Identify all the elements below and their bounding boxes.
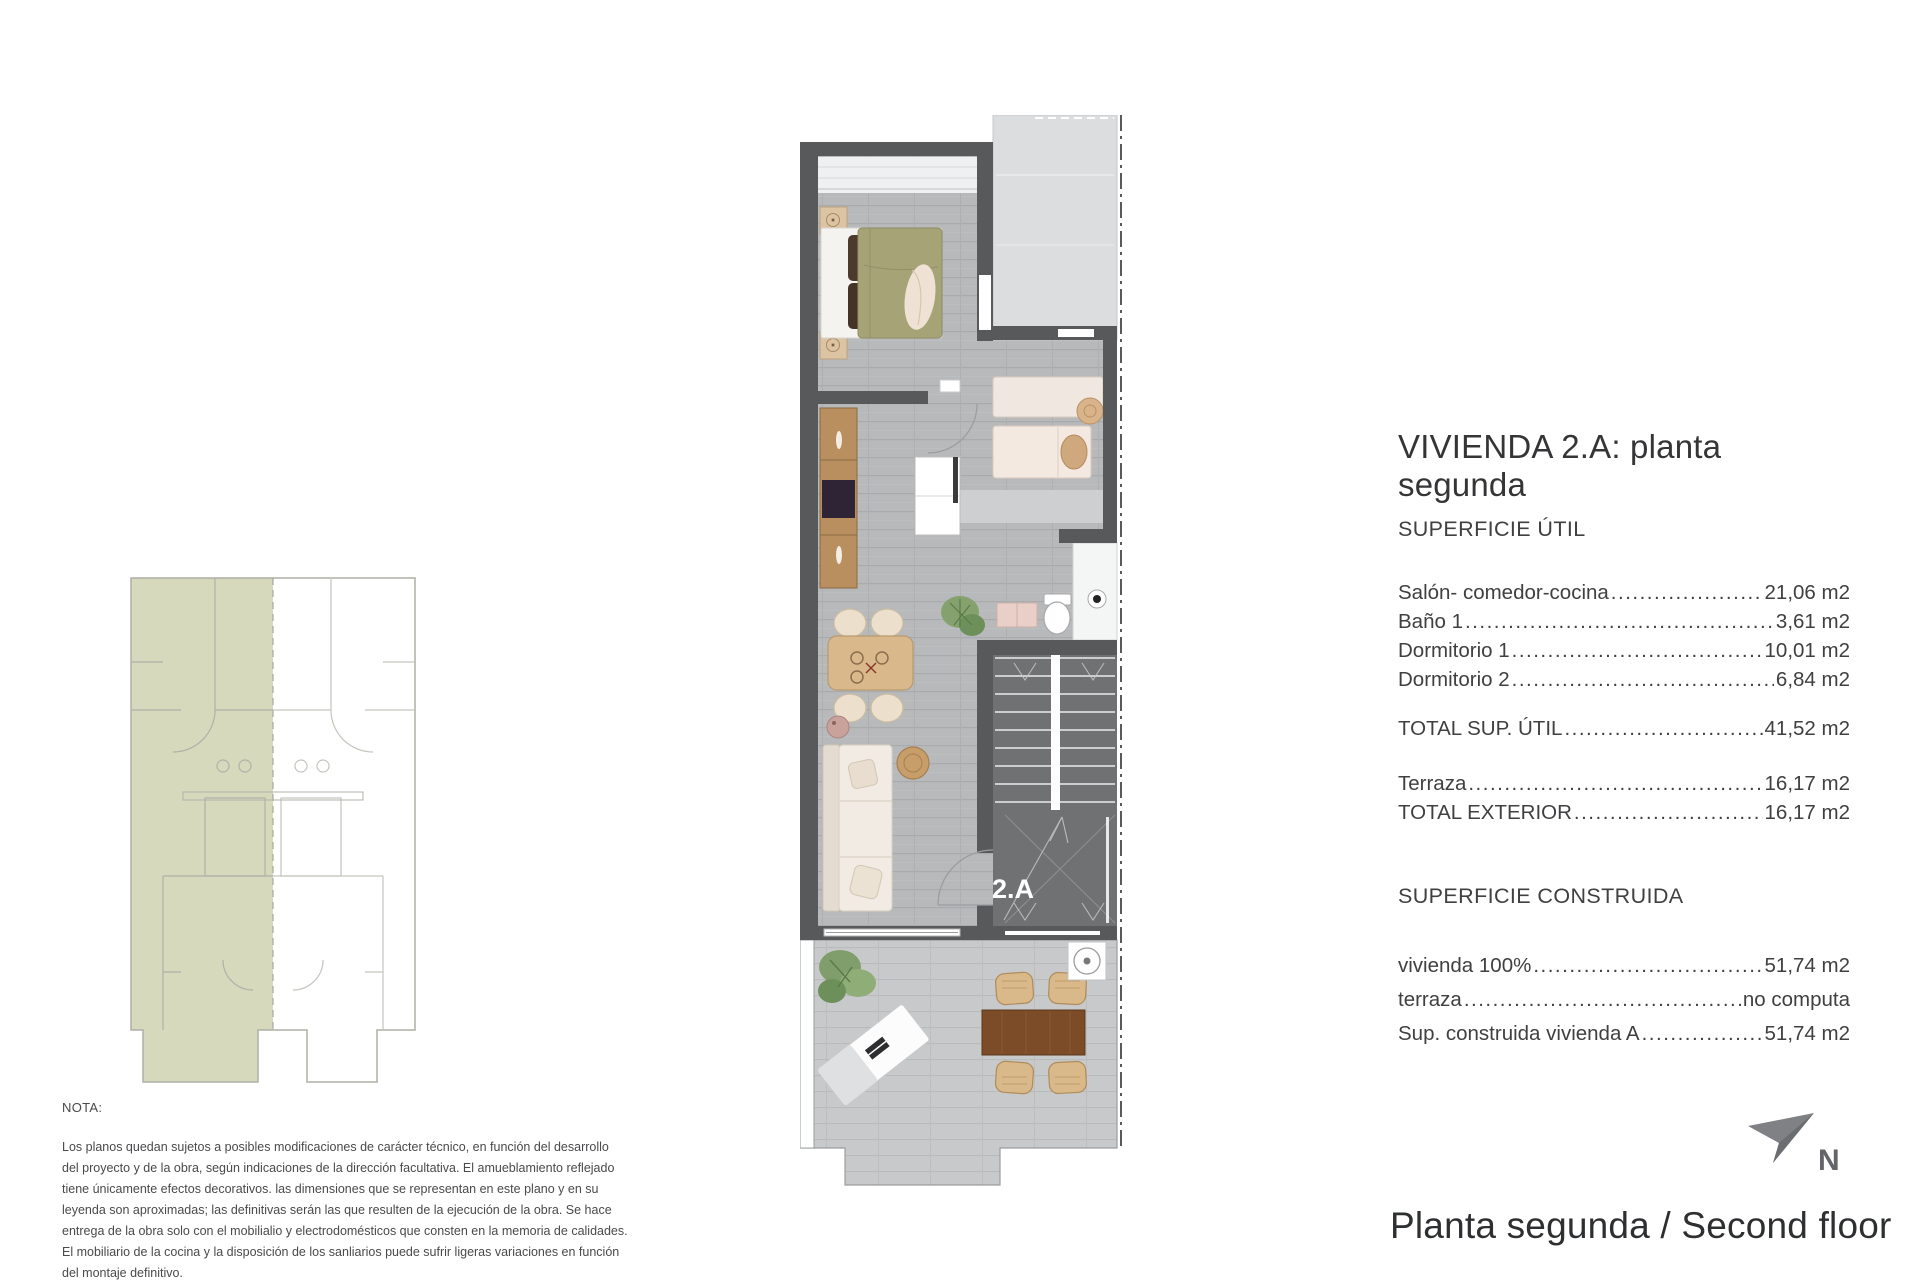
main-floor-plan xyxy=(800,115,1140,1195)
wardrobe xyxy=(820,408,857,588)
area-row xyxy=(1398,983,1850,1017)
area-row-label: terraza xyxy=(1398,988,1462,1011)
dining-table xyxy=(828,636,913,690)
area-row xyxy=(1398,949,1850,983)
area-row-label: vivienda 100% xyxy=(1398,954,1532,977)
single-bed-2 xyxy=(993,426,1091,478)
area-row-value: 51,74 m2 xyxy=(1764,954,1850,977)
dotted-leader xyxy=(1642,1017,1763,1051)
nota-block xyxy=(62,1100,642,1280)
dotted-leader xyxy=(1564,714,1762,743)
area-row-label: TOTAL SUP. ÚTIL xyxy=(1398,717,1563,740)
rug xyxy=(958,490,1117,523)
overview-plan xyxy=(123,570,423,1095)
dotted-leader xyxy=(1512,636,1763,665)
area-row-value: 3,61 m2 xyxy=(1775,610,1850,633)
constructed-rows xyxy=(1398,949,1850,1051)
area-row-value: 21,06 m2 xyxy=(1764,581,1850,604)
area-row xyxy=(1398,665,1850,694)
stairwell xyxy=(992,640,1117,940)
page-title: VIVIENDA 2.A: planta segunda xyxy=(1398,428,1722,503)
dotted-leader xyxy=(1468,769,1762,798)
area-row xyxy=(1398,607,1850,636)
area-row-value: 16,17 m2 xyxy=(1764,772,1850,795)
area-row-value: 41,52 m2 xyxy=(1764,717,1850,740)
useful-area-heading: SUPERFICIE ÚTIL xyxy=(1398,517,1586,541)
common-area xyxy=(993,115,1117,340)
sofa xyxy=(823,745,892,911)
dotted-leader xyxy=(1512,665,1774,694)
area-row-label: Baño 1 xyxy=(1398,610,1463,633)
area-row-value: 16,17 m2 xyxy=(1764,801,1850,824)
area-row xyxy=(1398,769,1850,798)
total-util-row xyxy=(1398,714,1850,743)
area-row-label: Dormitorio 2 xyxy=(1398,668,1510,691)
single-bed-1 xyxy=(993,377,1103,424)
constructed-area-heading: SUPERFICIE CONSTRUIDA xyxy=(1398,884,1684,908)
nota-line: del montaje definitivo. xyxy=(62,1266,183,1280)
area-row xyxy=(1398,636,1850,665)
area-row xyxy=(1398,578,1850,607)
toilet xyxy=(1044,594,1071,634)
terrace-parapet xyxy=(800,940,814,1148)
sliding-door-jamb xyxy=(953,457,958,503)
north-arrow-icon xyxy=(1740,1105,1860,1195)
area-row-label: Sup. construida vivienda A xyxy=(1398,1022,1640,1045)
nota-line: entrega de la obra solo con el mobilialio y electrodomésticos que consten en la memoria de calidades. xyxy=(62,1224,628,1238)
nota-heading: NOTA: xyxy=(62,1100,103,1115)
area-row xyxy=(1398,798,1850,827)
dotted-leader xyxy=(1611,578,1763,607)
dotted-leader xyxy=(1574,798,1763,827)
side-table xyxy=(827,716,849,738)
dotted-leader xyxy=(1465,607,1774,636)
unit-label: 2.A xyxy=(992,874,1035,904)
area-row-value: no computa xyxy=(1742,988,1850,1011)
coffee-table xyxy=(897,747,929,779)
dotted-leader xyxy=(1533,949,1762,983)
north-label: N xyxy=(1818,1144,1840,1177)
exterior-rows xyxy=(1398,769,1850,827)
area-row-value: 6,84 m2 xyxy=(1775,668,1850,691)
nota-line: El mobiliario de la cocina y la disposición de los sanliarios puede sufrir ligeras variaciones en función xyxy=(62,1245,620,1259)
nota-line: del proyecto y de la obra, según indicaciones de la dirección facultativa. El amueblamiento reflejado xyxy=(62,1161,615,1175)
nota-line: leyenda son aproximadas; las definitivas serán las que resulten de la ejecución de la obra. Se hace xyxy=(62,1203,612,1217)
nota-line: tiene únicamente efectos decorativos. las dimensiones que se representan en este plano y en su xyxy=(62,1182,599,1196)
area-row-value: 51,74 m2 xyxy=(1764,1022,1850,1045)
area-row-value: 10,01 m2 xyxy=(1764,639,1850,662)
area-row-label: Terraza xyxy=(1398,772,1467,795)
summary-panel xyxy=(1398,428,1850,1051)
dotted-leader xyxy=(1464,983,1741,1017)
sink xyxy=(1088,590,1106,608)
nota-line: Los planos quedan sujetos a posibles modificaciones de carácter técnico, en función del desarrollo xyxy=(62,1140,609,1154)
highlight-overlay xyxy=(131,578,273,1030)
area-row-label: Dormitorio 1 xyxy=(1398,639,1510,662)
area-row-label: TOTAL EXTERIOR xyxy=(1398,801,1572,824)
double-bed xyxy=(821,228,942,338)
area-row xyxy=(1398,1017,1850,1051)
floor-caption: Planta segunda / Second floor xyxy=(1390,1205,1892,1246)
useful-area-rows xyxy=(1398,578,1850,694)
area-row-label: Salón- comedor-cocina xyxy=(1398,581,1609,604)
terrace-appliance xyxy=(1068,942,1106,980)
window-strip xyxy=(818,157,977,193)
